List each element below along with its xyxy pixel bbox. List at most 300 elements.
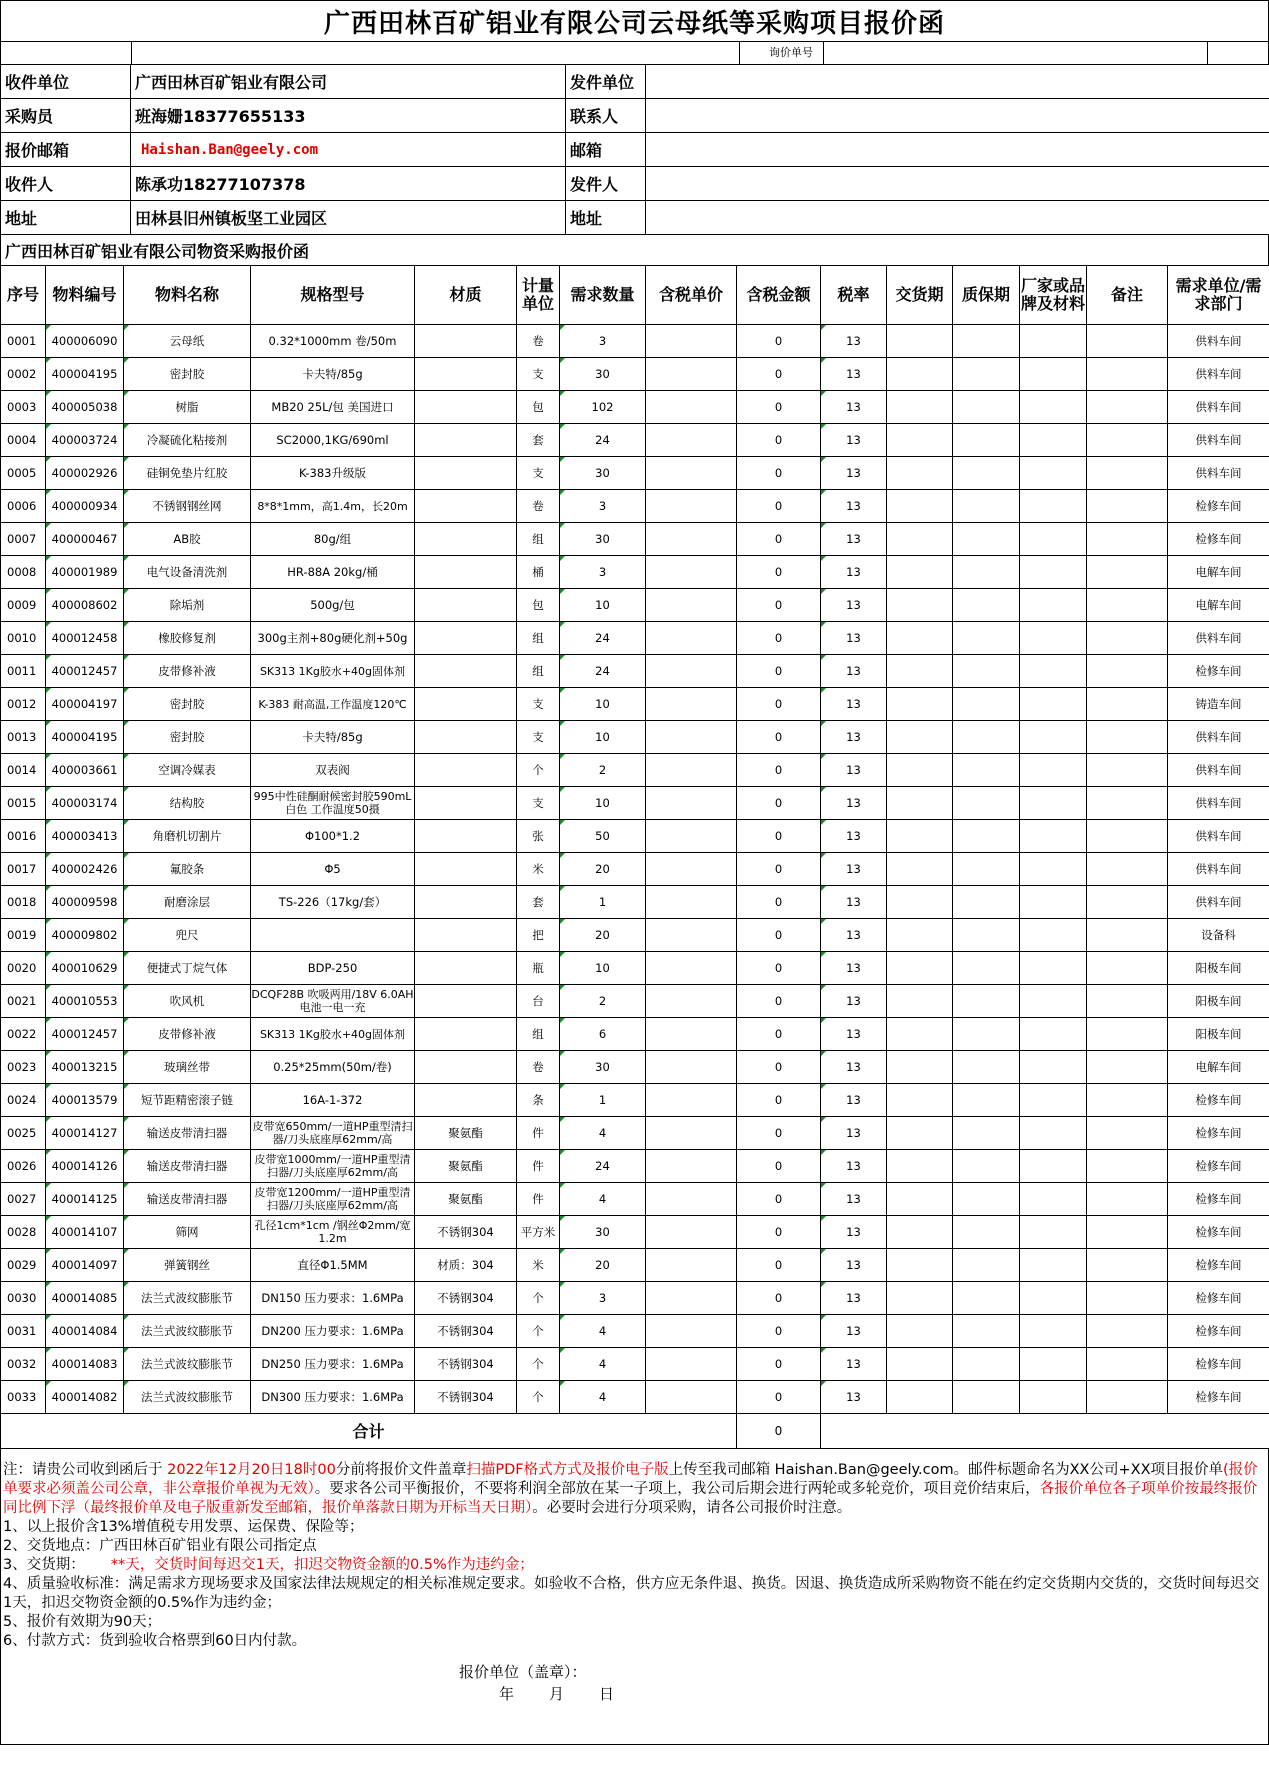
table-cell: 组 (517, 1018, 560, 1051)
table-cell[interactable] (887, 1315, 953, 1348)
table-cell[interactable] (646, 523, 737, 556)
table-row (1, 1216, 1269, 1249)
table-cell: 直径Φ1.5MM (251, 1249, 415, 1282)
table-cell: 3 (560, 556, 646, 589)
table-cell: 13 (821, 457, 887, 490)
table-cell: 铸造车间 (1168, 688, 1269, 721)
table-cell[interactable] (887, 1117, 953, 1150)
table-cell: 0027 (1, 1183, 46, 1216)
table-cell[interactable] (887, 1249, 953, 1282)
table-cell[interactable] (1020, 952, 1087, 985)
table-cell: 0 (737, 1216, 821, 1249)
table-cell: 13 (821, 1282, 887, 1315)
table-cell[interactable] (1020, 490, 1087, 523)
table-cell: 13 (821, 1051, 887, 1084)
table-cell: 供料车间 (1168, 325, 1269, 358)
table-cell[interactable] (1087, 1282, 1168, 1315)
table-cell: 400014125 (46, 1183, 124, 1216)
sender-value-field[interactable] (646, 99, 1269, 133)
table-cell[interactable] (1087, 1183, 1168, 1216)
table-cell[interactable] (1087, 1381, 1168, 1414)
table-cell: 法兰式波纹膨胀节 (124, 1348, 251, 1381)
table-cell[interactable] (1020, 754, 1087, 787)
table-cell[interactable] (953, 457, 1020, 490)
table-cell[interactable] (953, 589, 1020, 622)
table-cell[interactable] (1087, 820, 1168, 853)
table-cell: 卡夫特/85g (251, 721, 415, 754)
table-cell[interactable] (953, 325, 1020, 358)
table-cell[interactable] (887, 754, 953, 787)
table-cell[interactable] (953, 985, 1020, 1018)
table-cell[interactable] (1020, 1249, 1087, 1282)
table-cell[interactable] (1087, 1117, 1168, 1150)
notes-section (0, 1449, 1269, 1745)
table-cell[interactable] (1087, 358, 1168, 391)
table-cell[interactable] (646, 589, 737, 622)
table-cell: 0 (737, 391, 821, 424)
table-cell[interactable] (887, 424, 953, 457)
table-cell: 400004195 (46, 721, 124, 754)
table-cell: 13 (821, 1183, 887, 1216)
table-row (1, 1117, 1269, 1150)
table-cell[interactable] (953, 391, 1020, 424)
table-cell: 4 (560, 1315, 646, 1348)
table-cell: 24 (560, 424, 646, 457)
table-cell[interactable] (1020, 1216, 1087, 1249)
table-cell[interactable] (887, 391, 953, 424)
table-cell: 检修车间 (1168, 1282, 1269, 1315)
table-cell[interactable] (887, 1216, 953, 1249)
table-cell[interactable] (646, 721, 737, 754)
table-cell[interactable] (646, 1249, 737, 1282)
table-cell[interactable] (887, 1381, 953, 1414)
table-cell[interactable] (887, 1150, 953, 1183)
table-cell[interactable] (1020, 457, 1087, 490)
table-cell[interactable] (1087, 952, 1168, 985)
table-cell[interactable] (887, 457, 953, 490)
table-cell[interactable] (953, 853, 1020, 886)
table-cell[interactable] (953, 1249, 1020, 1282)
table-cell (415, 853, 517, 886)
table-row (1, 1381, 1269, 1414)
table-cell[interactable] (646, 325, 737, 358)
table-cell: 400012458 (46, 622, 124, 655)
table-cell[interactable] (1020, 1150, 1087, 1183)
table-cell[interactable] (646, 1084, 737, 1117)
table-cell[interactable] (646, 820, 737, 853)
table-cell[interactable] (646, 1282, 737, 1315)
table-cell: 皮带修补液 (124, 1018, 251, 1051)
table-cell: 13 (821, 1084, 887, 1117)
table-cell[interactable] (953, 556, 1020, 589)
table-cell[interactable] (953, 754, 1020, 787)
table-cell: 供料车间 (1168, 886, 1269, 919)
table-cell[interactable] (1020, 523, 1087, 556)
table-cell[interactable] (887, 886, 953, 919)
table-cell: 检修车间 (1168, 1084, 1269, 1117)
table-cell: 支 (517, 457, 560, 490)
column-header: 需求数量 (560, 266, 646, 325)
table-cell: 400003174 (46, 787, 124, 820)
table-cell[interactable] (646, 556, 737, 589)
table-cell: 0009 (1, 589, 46, 622)
table-cell[interactable] (887, 1183, 953, 1216)
table-cell: 不锈钢钢丝网 (124, 490, 251, 523)
note-6: 6、付款方式：货到验收合格票到60日内付款。 (3, 1633, 307, 1649)
table-cell (415, 622, 517, 655)
column-header: 厂家或品牌及材料 (1020, 266, 1087, 325)
info-value: 班海姗18377655133 (131, 99, 566, 133)
table-cell[interactable] (1020, 589, 1087, 622)
table-cell: 13 (821, 589, 887, 622)
table-cell: 0016 (1, 820, 46, 853)
table-cell[interactable] (1087, 1051, 1168, 1084)
table-cell: 0 (737, 1183, 821, 1216)
table-cell[interactable] (646, 490, 737, 523)
note-2: 2、交货地点：广西田林百矿铝业有限公司指定点 (3, 1538, 317, 1554)
table-cell[interactable] (1087, 490, 1168, 523)
info-row (1, 99, 1269, 133)
table-cell[interactable] (1020, 556, 1087, 589)
inquiry-number-row (0, 41, 1269, 64)
table-cell[interactable] (953, 358, 1020, 391)
table-cell[interactable] (646, 1150, 737, 1183)
table-cell[interactable] (1020, 1381, 1087, 1414)
table-cell[interactable] (1087, 391, 1168, 424)
column-header: 物料编号 (46, 266, 124, 325)
table-cell[interactable] (1087, 919, 1168, 952)
table-cell[interactable] (887, 523, 953, 556)
table-cell: 20 (560, 1249, 646, 1282)
table-cell: 0020 (1, 952, 46, 985)
table-cell[interactable] (1087, 754, 1168, 787)
table-cell: 件 (517, 1183, 560, 1216)
table-cell[interactable] (953, 1315, 1020, 1348)
table-cell: 橡胶修复剂 (124, 622, 251, 655)
table-cell[interactable] (646, 1315, 737, 1348)
table-cell[interactable] (1020, 853, 1087, 886)
table-cell[interactable] (1087, 1249, 1168, 1282)
table-cell[interactable] (1020, 820, 1087, 853)
table-cell[interactable] (1020, 985, 1087, 1018)
table-cell[interactable] (887, 358, 953, 391)
table-cell[interactable] (1020, 886, 1087, 919)
table-row (1, 952, 1269, 985)
table-cell: 13 (821, 853, 887, 886)
table-cell: 0 (737, 1150, 821, 1183)
table-cell[interactable] (953, 919, 1020, 952)
table-cell[interactable] (646, 787, 737, 820)
table-row (1, 523, 1269, 556)
table-cell[interactable] (887, 1051, 953, 1084)
table-cell[interactable] (1020, 1348, 1087, 1381)
table-cell[interactable] (887, 655, 953, 688)
table-cell: 13 (821, 886, 887, 919)
sender-label: 发件人 (566, 167, 646, 201)
table-cell[interactable] (887, 1084, 953, 1117)
column-header: 备注 (1087, 266, 1168, 325)
table-cell[interactable] (1020, 325, 1087, 358)
table-cell: 0026 (1, 1150, 46, 1183)
table-row (1, 853, 1269, 886)
table-cell[interactable] (953, 1117, 1020, 1150)
table-cell: 密封胶 (124, 721, 251, 754)
table-cell[interactable] (1087, 886, 1168, 919)
table-cell: 法兰式波纹膨胀节 (124, 1381, 251, 1414)
table-cell[interactable] (1020, 688, 1087, 721)
table-cell[interactable] (1020, 721, 1087, 754)
table-cell[interactable] (1087, 787, 1168, 820)
table-cell[interactable] (953, 721, 1020, 754)
table-cell[interactable] (1020, 1051, 1087, 1084)
table-cell[interactable] (1087, 1315, 1168, 1348)
table-cell[interactable] (646, 1216, 737, 1249)
sender-value-field[interactable] (646, 133, 1269, 167)
table-cell[interactable] (887, 589, 953, 622)
table-cell[interactable] (646, 1183, 737, 1216)
table-row (1, 391, 1269, 424)
table-cell[interactable] (1087, 622, 1168, 655)
table-cell: 0031 (1, 1315, 46, 1348)
table-cell[interactable] (646, 655, 737, 688)
month-label: 月 (549, 1685, 567, 1703)
table-cell[interactable] (887, 1018, 953, 1051)
table-cell[interactable] (646, 391, 737, 424)
table-cell[interactable] (953, 952, 1020, 985)
table-cell: 0 (737, 490, 821, 523)
table-cell: 张 (517, 820, 560, 853)
table-cell: 0 (737, 622, 821, 655)
table-cell: 组 (517, 655, 560, 688)
table-cell[interactable] (953, 1018, 1020, 1051)
table-cell[interactable] (1087, 853, 1168, 886)
table-cell (415, 952, 517, 985)
table-cell: 400010629 (46, 952, 124, 985)
table-cell[interactable] (1020, 424, 1087, 457)
table-cell[interactable] (953, 886, 1020, 919)
table-cell[interactable] (953, 424, 1020, 457)
table-cell: 8*8*1mm，高1.4m，长20m (251, 490, 415, 523)
table-cell: 400000467 (46, 523, 124, 556)
table-row (1, 1348, 1269, 1381)
table-cell: 30 (560, 358, 646, 391)
table-cell[interactable] (646, 952, 737, 985)
table-cell: 0008 (1, 556, 46, 589)
table-cell[interactable] (1020, 1183, 1087, 1216)
table-cell[interactable] (953, 1348, 1020, 1381)
table-cell[interactable] (1020, 1282, 1087, 1315)
table-cell: 500g/包 (251, 589, 415, 622)
table-cell[interactable] (1087, 1348, 1168, 1381)
table-cell: 0 (737, 1282, 821, 1315)
table-cell[interactable] (953, 1282, 1020, 1315)
table-cell[interactable] (646, 919, 737, 952)
table-cell: 13 (821, 424, 887, 457)
table-cell: K-383升级版 (251, 457, 415, 490)
table-cell: DN250 压力要求：1.6MPa (251, 1348, 415, 1381)
table-row (1, 1249, 1269, 1282)
table-cell[interactable] (953, 688, 1020, 721)
column-header: 税率 (821, 266, 887, 325)
table-cell[interactable] (953, 1381, 1020, 1414)
table-cell[interactable] (953, 622, 1020, 655)
table-cell[interactable] (953, 787, 1020, 820)
table-cell (415, 424, 517, 457)
table-cell[interactable] (646, 1117, 737, 1150)
table-cell[interactable] (1087, 721, 1168, 754)
table-cell[interactable] (1087, 1216, 1168, 1249)
table-cell[interactable] (953, 490, 1020, 523)
table-row (1, 589, 1269, 622)
table-cell[interactable] (1087, 1084, 1168, 1117)
table-cell[interactable] (1087, 1018, 1168, 1051)
table-cell: 4 (560, 1381, 646, 1414)
table-row (1, 556, 1269, 589)
info-table (0, 64, 1269, 235)
table-cell: 不锈钢304 (415, 1381, 517, 1414)
info-label: 收件单位 (1, 65, 131, 99)
table-cell[interactable] (1020, 391, 1087, 424)
table-cell: 0.32*1000mm 卷/50m (251, 325, 415, 358)
table-cell[interactable] (1087, 688, 1168, 721)
table-cell[interactable] (1020, 1117, 1087, 1150)
table-cell[interactable] (1020, 358, 1087, 391)
table-cell[interactable] (1020, 655, 1087, 688)
sender-value-field[interactable] (646, 201, 1269, 235)
table-cell: 400009802 (46, 919, 124, 952)
table-cell (415, 325, 517, 358)
table-cell[interactable] (887, 1282, 953, 1315)
table-cell[interactable] (887, 1348, 953, 1381)
table-cell: 除垢剂 (124, 589, 251, 622)
table-cell[interactable] (1020, 1084, 1087, 1117)
table-cell[interactable] (646, 457, 737, 490)
table-cell[interactable] (1087, 523, 1168, 556)
table-row (1, 424, 1269, 457)
table-cell: 玻璃丝带 (124, 1051, 251, 1084)
table-cell[interactable] (1020, 919, 1087, 952)
table-cell: 0030 (1, 1282, 46, 1315)
table-cell[interactable] (887, 490, 953, 523)
table-cell[interactable] (953, 1084, 1020, 1117)
table-cell[interactable] (1087, 589, 1168, 622)
table-cell[interactable] (1087, 457, 1168, 490)
table-cell: 0028 (1, 1216, 46, 1249)
table-cell: 组 (517, 622, 560, 655)
info-label: 地址 (1, 201, 131, 235)
table-cell: 输送皮带清扫器 (124, 1183, 251, 1216)
table-row (1, 688, 1269, 721)
table-cell[interactable] (1020, 787, 1087, 820)
table-cell: 台 (517, 985, 560, 1018)
table-row (1, 919, 1269, 952)
sender-value-field[interactable] (646, 167, 1269, 201)
table-cell: DN150 压力要求：1.6MPa (251, 1282, 415, 1315)
year-label: 年 (499, 1685, 517, 1703)
table-cell[interactable] (887, 556, 953, 589)
table-cell: SK313 1Kg胶水+40g固体剂 (251, 1018, 415, 1051)
table-cell[interactable] (887, 820, 953, 853)
info-label: 收件人 (1, 167, 131, 201)
table-cell[interactable] (887, 688, 953, 721)
table-cell[interactable] (953, 1183, 1020, 1216)
table-cell[interactable] (953, 1216, 1020, 1249)
table-cell[interactable] (646, 754, 737, 787)
table-cell: 400002926 (46, 457, 124, 490)
table-cell: 13 (821, 1315, 887, 1348)
table-cell[interactable] (953, 1051, 1020, 1084)
table-cell: 兜尺 (124, 919, 251, 952)
table-cell[interactable] (646, 1051, 737, 1084)
table-cell[interactable] (887, 985, 953, 1018)
table-cell[interactable] (953, 1150, 1020, 1183)
table-cell (415, 985, 517, 1018)
table-cell[interactable] (646, 1348, 737, 1381)
table-cell[interactable] (1020, 622, 1087, 655)
table-cell[interactable] (646, 622, 737, 655)
table-cell: 1 (560, 1084, 646, 1117)
table-cell: 80g/组 (251, 523, 415, 556)
table-cell[interactable] (646, 424, 737, 457)
table-cell: 结构胶 (124, 787, 251, 820)
table-cell: HR-88A 20kg/桶 (251, 556, 415, 589)
table-cell: 0 (737, 1117, 821, 1150)
items-header-row (1, 266, 1269, 325)
table-cell: 1 (560, 886, 646, 919)
table-cell: 短节距精密滚子链 (124, 1084, 251, 1117)
table-cell[interactable] (953, 655, 1020, 688)
table-cell: 400001989 (46, 556, 124, 589)
table-cell[interactable] (1087, 985, 1168, 1018)
table-cell: 0023 (1, 1051, 46, 1084)
table-cell (415, 1051, 517, 1084)
table-cell[interactable] (887, 952, 953, 985)
table-cell[interactable] (1087, 424, 1168, 457)
table-cell[interactable] (1087, 556, 1168, 589)
table-cell[interactable] (953, 523, 1020, 556)
page-title: 广西田林百矿铝业有限公司云母纸等采购项目报价函 (0, 0, 1269, 41)
table-cell[interactable] (1020, 1018, 1087, 1051)
table-cell[interactable] (887, 721, 953, 754)
table-cell[interactable] (887, 325, 953, 358)
table-cell[interactable] (646, 853, 737, 886)
table-cell[interactable] (1087, 325, 1168, 358)
table-cell[interactable] (646, 688, 737, 721)
table-cell[interactable] (1020, 1315, 1087, 1348)
table-cell: 10 (560, 787, 646, 820)
table-cell[interactable] (953, 820, 1020, 853)
table-cell[interactable] (887, 622, 953, 655)
table-cell[interactable] (1087, 655, 1168, 688)
table-cell[interactable] (646, 985, 737, 1018)
table-cell[interactable] (646, 358, 737, 391)
table-cell[interactable] (887, 787, 953, 820)
table-cell (415, 358, 517, 391)
table-cell[interactable] (646, 1018, 737, 1051)
table-cell: 400004197 (46, 688, 124, 721)
table-cell: 0007 (1, 523, 46, 556)
table-cell[interactable] (646, 886, 737, 919)
table-cell[interactable] (887, 853, 953, 886)
table-cell: 995中性硅酮耐候密封胶590mL 白色 工作温度50摄 (251, 787, 415, 820)
sender-value-field[interactable] (646, 65, 1269, 99)
table-cell: 检修车间 (1168, 655, 1269, 688)
table-cell[interactable] (646, 1381, 737, 1414)
table-cell: 密封胶 (124, 688, 251, 721)
table-cell[interactable] (887, 919, 953, 952)
table-cell[interactable] (1087, 1150, 1168, 1183)
table-cell: 0 (737, 688, 821, 721)
